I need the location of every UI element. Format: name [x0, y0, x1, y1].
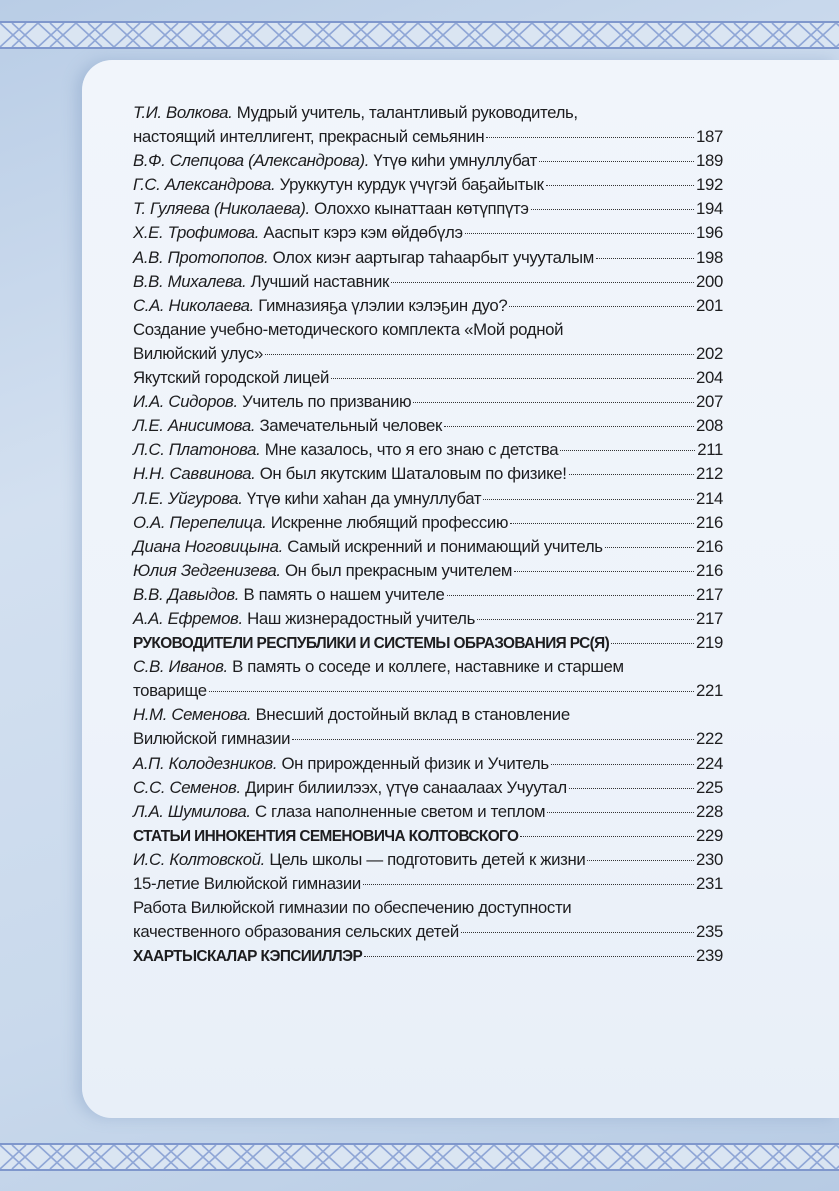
dot-leader [546, 185, 694, 186]
toc-entry[interactable] [133, 848, 723, 872]
dot-leader [569, 474, 694, 475]
toc-title: С глаза наполненные светом и теплом [254, 801, 546, 821]
dot-leader [444, 426, 694, 427]
toc-title: Создание учебно-методического комплекта «Мой родной [133, 319, 564, 339]
table-of-contents [133, 101, 723, 968]
toc-text [133, 776, 567, 800]
dot-leader [209, 691, 694, 692]
toc-page-number: 217 [696, 584, 723, 604]
toc-entry[interactable] [133, 101, 723, 149]
toc-title: Замечательный человек [259, 416, 443, 436]
toc-entry[interactable] [133, 559, 723, 583]
toc-author: С.С. Семенов. [133, 777, 241, 797]
toc-title: 15-летие Вилюйской гимназии [133, 874, 361, 893]
toc-entry[interactable] [133, 896, 723, 944]
toc-text [133, 559, 512, 583]
ornament-border-top [0, 21, 839, 49]
toc-text [133, 342, 263, 366]
toc-line [133, 800, 723, 824]
toc-title: Самый искренний и понимающий учитель [287, 536, 603, 556]
toc-line [133, 872, 723, 896]
toc-line [133, 125, 723, 149]
toc-page-number: 225 [696, 777, 723, 797]
toc-author: С.А. Николаева. [133, 295, 254, 315]
toc-entry[interactable] [133, 462, 723, 486]
toc-page-number: 228 [696, 801, 723, 821]
toc-line [133, 679, 723, 703]
toc-text [133, 632, 609, 656]
toc-entry[interactable] [133, 535, 723, 559]
toc-entry[interactable] [133, 173, 723, 197]
toc-line [133, 390, 723, 414]
toc-text [133, 414, 442, 438]
toc-page-number: 231 [696, 874, 723, 893]
toc-line [133, 173, 723, 197]
toc-entry[interactable] [133, 511, 723, 535]
dot-leader [363, 884, 694, 885]
toc-title: Дириҥ билиилээх, үтүө санаалаах Учуутал [245, 777, 567, 797]
dot-leader [265, 354, 694, 355]
toc-text [133, 655, 624, 679]
toc-title: СТАТЬИ ИННОКЕНТИЯ СЕМЕНОВИЧА КОЛТОВСКОГО [133, 827, 519, 845]
toc-entry[interactable] [133, 944, 723, 968]
toc-entry[interactable] [133, 607, 723, 631]
toc-line [133, 776, 723, 800]
toc-line [133, 342, 723, 366]
toc-author: Л.Е. Уйгурова. [133, 488, 243, 508]
toc-page-number: 202 [696, 343, 723, 363]
toc-line [133, 583, 723, 607]
toc-author: В.В. Михалева. [133, 271, 247, 291]
toc-title: В память о нашем учителе [243, 584, 445, 604]
toc-text [133, 607, 475, 631]
toc-line [133, 559, 723, 583]
toc-title: Он был прекрасным учителем [284, 560, 513, 580]
toc-author: А.В. Протопопов. [133, 247, 269, 267]
toc-text [133, 679, 207, 703]
toc-author: С.В. Иванов. [133, 657, 228, 677]
toc-title: Уруккутун курдук үчүгэй баҕайытык [279, 175, 544, 195]
dot-leader [596, 258, 694, 259]
toc-title: Лучший наставник [250, 271, 389, 291]
toc-text [133, 462, 567, 486]
dot-leader [560, 450, 695, 451]
toc-author: Л.Е. Анисимова. [133, 416, 256, 436]
dot-leader [477, 619, 694, 620]
toc-line [133, 462, 723, 486]
toc-text [133, 727, 290, 751]
toc-page-number: 192 [696, 175, 723, 195]
toc-entry[interactable] [133, 800, 723, 824]
toc-line [133, 246, 723, 270]
toc-line [133, 655, 723, 679]
toc-text [133, 125, 484, 149]
toc-text [133, 945, 362, 969]
toc-text [133, 583, 445, 607]
toc-page-number: 219 [696, 633, 723, 653]
toc-entry[interactable] [133, 197, 723, 221]
toc-entry[interactable] [133, 703, 723, 751]
toc-title: Вилюйский улус» [133, 343, 263, 363]
toc-page-number: 230 [696, 849, 723, 869]
dot-leader [611, 643, 694, 644]
toc-title: Олох киэҥ аартыгар таһаарбыт учууталым [272, 247, 594, 267]
toc-entry[interactable] [133, 631, 723, 655]
toc-text [133, 246, 594, 270]
toc-title: качественного образования сельских детей [133, 922, 459, 942]
toc-line [133, 727, 723, 751]
toc-line [133, 149, 723, 173]
dot-leader [551, 764, 694, 765]
toc-title: Внесший достойный вклад в становление [255, 705, 570, 725]
toc-author: В.В. Давыдов. [133, 584, 240, 604]
toc-entry[interactable] [133, 390, 723, 414]
toc-title: Олоххо кынаттаан көтүппүтэ [314, 199, 529, 219]
toc-title: Гимназияҕа үлэлии кэлэҕин дуо? [258, 295, 508, 315]
toc-page-number: 198 [696, 247, 723, 267]
toc-line [133, 197, 723, 221]
toc-line [133, 752, 723, 776]
toc-author: Т. Гуляева (Николаева). [133, 199, 310, 219]
toc-line [133, 703, 723, 727]
toc-page-number: 216 [696, 560, 723, 580]
toc-page-number: 201 [696, 295, 723, 315]
dot-leader [587, 860, 694, 861]
toc-entry[interactable] [133, 487, 723, 511]
toc-author: И.С. Колтовской. [133, 849, 265, 869]
toc-page-number: 211 [697, 440, 723, 460]
toc-line [133, 920, 723, 944]
toc-entry[interactable] [133, 583, 723, 607]
toc-text [133, 173, 544, 197]
dot-leader [510, 523, 694, 524]
toc-author: В.Ф. Слепцова (Александрова). [133, 151, 370, 171]
toc-title: Наш жизнерадостный учитель [247, 608, 476, 628]
dot-leader [539, 161, 694, 162]
toc-page-number: 207 [696, 392, 723, 412]
toc-text [133, 703, 570, 727]
toc-title: Он был якутским Шаталовым по физике! [259, 464, 567, 484]
toc-page-number: 222 [696, 729, 723, 749]
toc-line [133, 318, 723, 342]
toc-text [133, 535, 603, 559]
toc-line [133, 631, 723, 655]
toc-entry[interactable] [133, 294, 723, 318]
toc-author: Г.С. Александрова. [133, 175, 276, 195]
dot-leader [331, 378, 694, 379]
toc-page-number: 189 [696, 151, 723, 171]
toc-entry[interactable] [133, 318, 723, 366]
dot-leader [569, 788, 694, 789]
toc-author: О.А. Перепелица. [133, 512, 267, 532]
toc-entry[interactable] [133, 221, 723, 245]
toc-title: Цель школы — подготовить детей к жизни [269, 849, 586, 869]
toc-page-number: 208 [696, 416, 723, 436]
toc-author: Л.С. Платонова. [133, 440, 261, 460]
toc-line [133, 896, 723, 920]
toc-page-number: 229 [696, 825, 723, 845]
toc-line [133, 487, 723, 511]
toc-entry[interactable] [133, 655, 723, 703]
dot-leader [465, 233, 694, 234]
toc-title: Үтүө киһи хаһан да умнуллубат [246, 488, 482, 508]
toc-text [133, 800, 545, 824]
toc-author: Н.Н. Саввинова. [133, 464, 256, 484]
toc-page-number: 239 [696, 946, 723, 966]
dot-leader [509, 306, 694, 307]
toc-author: Т.И. Волкова. [133, 103, 233, 122]
toc-page-number: 214 [696, 488, 723, 508]
toc-line [133, 607, 723, 631]
toc-text [133, 487, 481, 511]
dot-leader [605, 547, 694, 548]
toc-entry[interactable] [133, 366, 723, 390]
toc-text [133, 149, 537, 173]
toc-page-number: 204 [696, 368, 723, 388]
toc-entry[interactable] [133, 776, 723, 800]
toc-entry[interactable] [133, 149, 723, 173]
toc-title: Учитель по призванию [242, 392, 412, 412]
toc-title: Мудрый учитель, талантливый руководитель, [236, 103, 578, 122]
dot-leader [364, 956, 694, 957]
toc-entry[interactable] [133, 824, 723, 848]
toc-page-number: 196 [696, 223, 723, 243]
toc-line [133, 366, 723, 390]
toc-author: Диана Ноговицына. [133, 536, 283, 556]
toc-page-number: 216 [696, 536, 723, 556]
toc-text [133, 101, 578, 125]
toc-title: товарище [133, 681, 207, 701]
toc-line [133, 535, 723, 559]
toc-title: настоящий интеллигент, прекрасный семьянин [133, 127, 485, 147]
ornament-border-bottom [0, 1143, 839, 1171]
dot-leader [483, 499, 694, 500]
toc-line [133, 944, 723, 968]
toc-entry[interactable] [133, 872, 723, 896]
dot-leader [520, 836, 694, 837]
toc-author: А.П. Колодезников. [133, 753, 278, 773]
toc-page-number: 217 [696, 608, 723, 628]
toc-author: Х.Е. Трофимова. [133, 223, 260, 243]
toc-text [133, 270, 389, 294]
toc-title: Үтүө киһи умнуллубат [373, 151, 537, 171]
toc-page-number: 221 [696, 681, 723, 701]
dot-leader [413, 402, 694, 403]
dot-leader [514, 571, 694, 572]
dot-leader [531, 209, 694, 210]
toc-text [133, 318, 563, 342]
dot-leader [391, 282, 694, 283]
toc-line [133, 221, 723, 245]
toc-author: А.А. Ефремов. [133, 608, 243, 628]
toc-author: Л.А. Шумилова. [133, 801, 251, 821]
toc-title: ХААРТЫСКАЛАР КЭПСИИЛЛЭР [133, 948, 363, 966]
toc-title: Искренне любящий профессию [270, 512, 509, 532]
dot-leader [292, 739, 694, 740]
dot-leader [447, 595, 695, 596]
toc-page-number: 187 [696, 127, 723, 147]
toc-page-number: 235 [696, 922, 723, 942]
toc-text [133, 872, 361, 896]
toc-text [133, 197, 529, 221]
toc-title: Вилюйской гимназии [133, 729, 291, 749]
toc-title: Якутский городской лицей [133, 368, 330, 388]
toc-entry[interactable] [133, 270, 723, 294]
toc-page-number: 212 [696, 464, 723, 484]
toc-page-number: 194 [696, 199, 723, 219]
toc-line [133, 294, 723, 318]
toc-title: Ааспыт кэрэ кэм өйдөбүлэ [263, 223, 463, 243]
toc-title: Он прирожденный физик и Учитель [281, 753, 549, 773]
toc-author: Юлия Зедгенизева. [133, 560, 281, 580]
toc-title: В память о соседе и коллеге, наставнике и старшем [232, 657, 624, 677]
toc-text [133, 920, 459, 944]
toc-line [133, 414, 723, 438]
toc-line [133, 824, 723, 848]
toc-text [133, 438, 558, 462]
toc-author: И.А. Сидоров. [133, 392, 238, 412]
toc-entry[interactable] [133, 414, 723, 438]
toc-text [133, 294, 507, 318]
dot-leader [486, 137, 694, 138]
toc-text [133, 221, 463, 245]
toc-entry[interactable] [133, 438, 723, 462]
toc-title: РУКОВОДИТЕЛИ РЕСПУБЛИКИ И СИСТЕМЫ ОБРАЗОВАНИЯ РС(Я) [133, 635, 610, 653]
toc-page-number: 224 [696, 753, 723, 773]
toc-entry[interactable] [133, 246, 723, 270]
toc-page-number: 216 [696, 512, 723, 532]
toc-text [133, 390, 411, 414]
toc-text [133, 848, 585, 872]
toc-line [133, 438, 723, 462]
dot-leader [547, 812, 694, 813]
toc-page-number: 200 [696, 271, 723, 291]
toc-text [133, 511, 508, 535]
toc-line [133, 270, 723, 294]
toc-title: Работа Вилюйской гимназии по обеспечению доступности [133, 898, 572, 918]
toc-text [133, 366, 329, 390]
toc-line [133, 511, 723, 535]
toc-text [133, 752, 549, 776]
toc-entry[interactable] [133, 752, 723, 776]
toc-text [133, 896, 571, 920]
dot-leader [461, 932, 694, 933]
toc-line [133, 101, 723, 125]
toc-title: Мне казалось, что я его знаю с детства [264, 440, 559, 460]
toc-line [133, 848, 723, 872]
toc-author: Н.М. Семенова. [133, 705, 252, 725]
toc-text [133, 825, 518, 849]
